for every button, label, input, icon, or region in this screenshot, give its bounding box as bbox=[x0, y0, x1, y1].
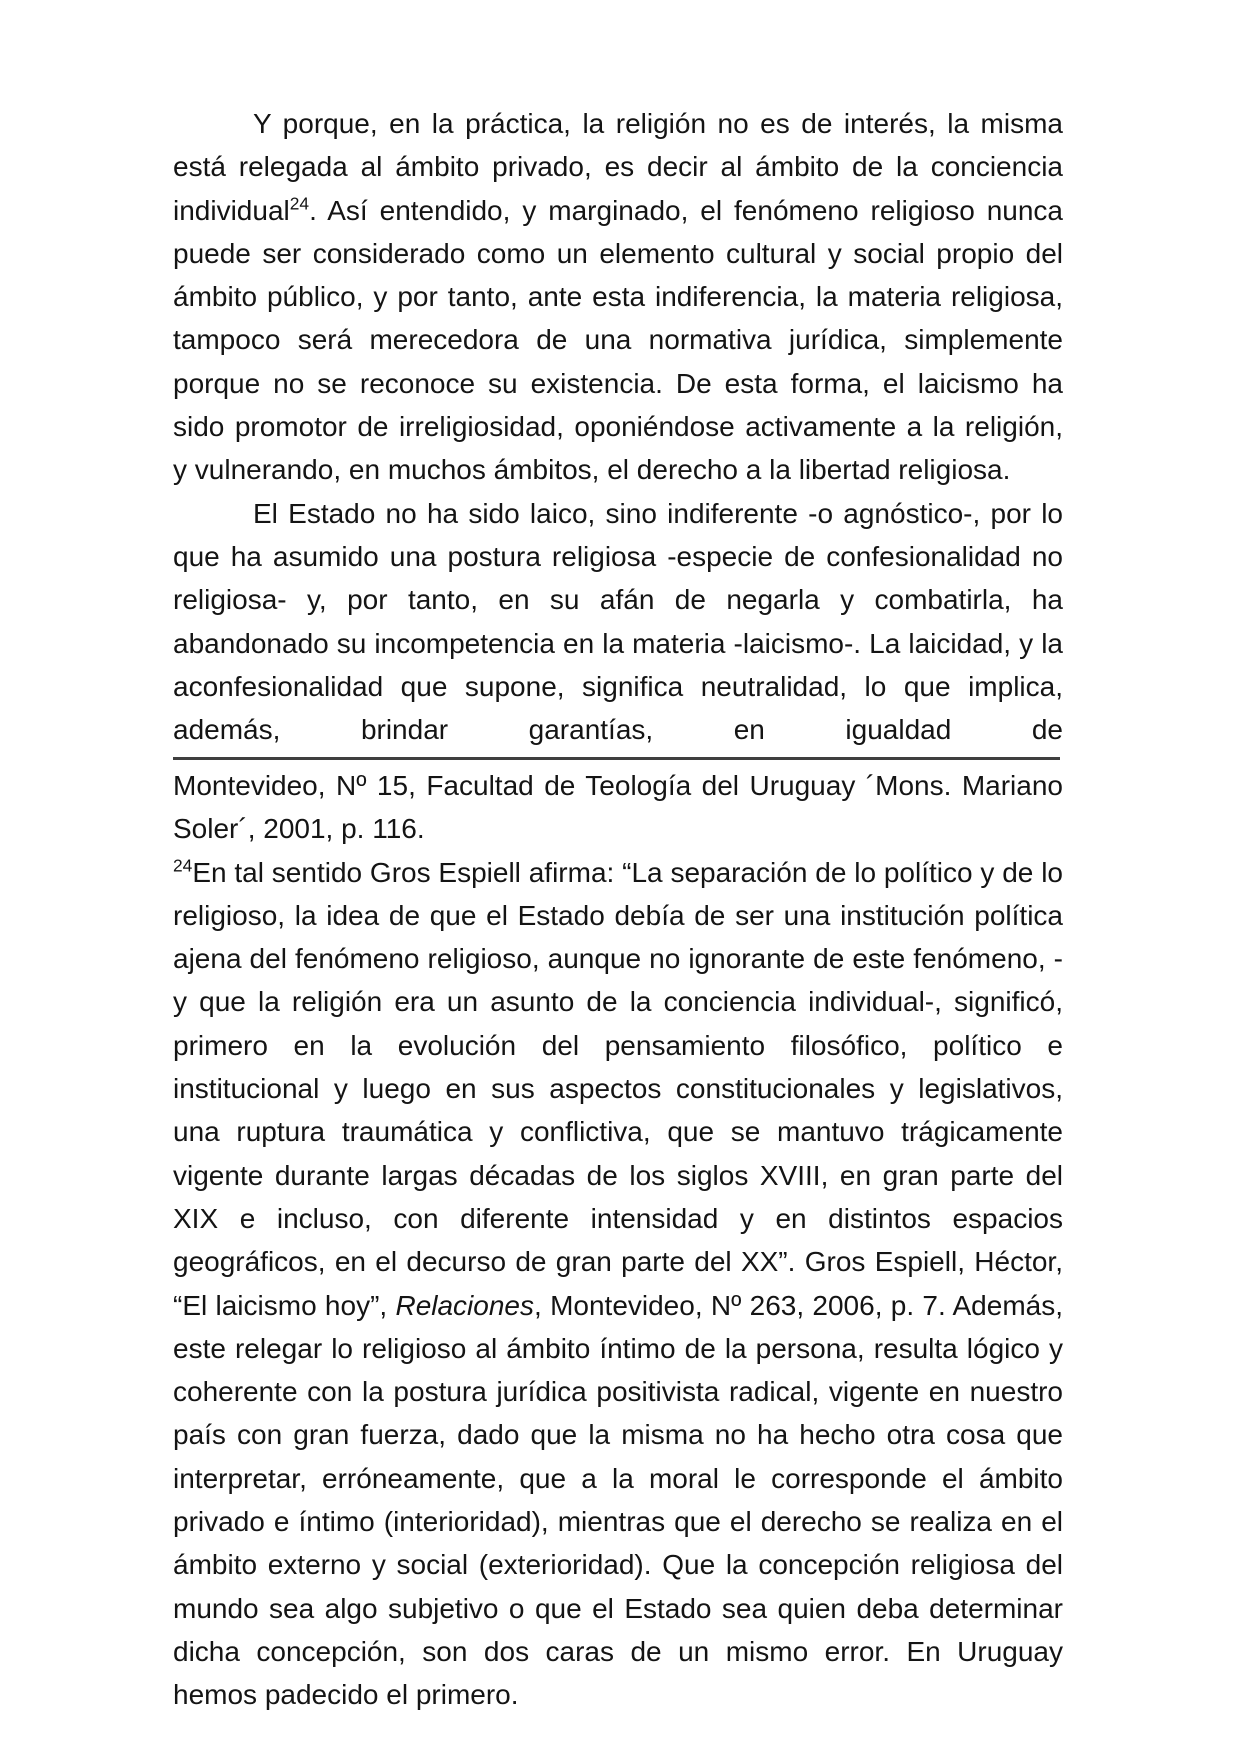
footnote-24 bbox=[173, 851, 1063, 1717]
journal-title-italic: Relaciones bbox=[395, 1289, 534, 1321]
body-paragraph-1 bbox=[173, 102, 1063, 492]
body-paragraph-2: El Estado no ha sido laico, sino indiferente -o agnóstico-, por lo que ha asumido una postura religiosa -especie de confesionalidad no religiosa- y, por tanto, en su afán de negarla y combatirla, ha abandonado su incompetencia en la materia -laicismo-. La laicidad, y la aconfesionalidad que supone, significa neutralidad, lo que implica, además, brindar garantías, en igualdad de bbox=[173, 497, 1063, 746]
footnote-24-text-part-1: En tal sentido Gros Espiell afirma: “La separación de lo político y de lo religioso, la idea de que el Estado debía de ser una institución política ajena del fenómeno religioso, aunque no ignorante de este fenómeno, -y que la religión era un asunto de la conciencia individual-, significó, primero en la evolución del pensamiento filosófico, político e institucional y luego en sus aspectos constitucionales y legislativos, una ruptura traumática y conflictiva, que se mantuvo trágicamente vigente durante largas décadas de los siglos XVIII, en gran parte del XIX e incluso, con diferente intensidad y en distintos espacios geográficos, en el decurso de gran parte del XX”. Gros Espiell, Héctor, “El laicismo hoy”, bbox=[173, 856, 1063, 1321]
paragraph-1-text-after-ref: . Así entendido, y marginado, el fenómeno religioso nunca puede ser considerado como un elemento cultural y social propio del ámbito público, y por tanto, ante esta indiferencia, la materia religiosa, tampoco será merecedora de una normativa jurídica, simplemente porque no se reconoce su existencia. De esta forma, el laicismo ha sido promotor de irreligiosidad, oponiéndose activamente a la religión, y vulnerando, en muchos ámbitos, el derecho a la libertad religiosa. bbox=[173, 194, 1063, 486]
footnote-separator-rule bbox=[173, 757, 1060, 760]
footnote-reference-24: 24 bbox=[289, 193, 310, 214]
footnote-marker-24: 24 bbox=[173, 855, 193, 876]
footnotes-section bbox=[173, 764, 1063, 1717]
body-text bbox=[173, 102, 1063, 751]
paragraph-1-text-before-ref: Y porque, en la práctica, la religión no es de interés, la misma está relegada al ámbito privado, es decir al ámbito de la conciencia individual bbox=[173, 108, 1063, 226]
footnote-continuation: Montevideo, Nº 15, Facultad de Teología del Uruguay ´Mons. Mariano Soler´, 2001, p. 116. bbox=[173, 770, 1063, 845]
footnote-24-text-part-2: , Montevideo, Nº 263, 2006, p. 7. Además, este relegar lo religioso al ámbito íntimo de la persona, resulta lógico y coherente con la postura jurídica positivista radical, vigente en nuestro país con gran fuerza, dado que la misma no ha hecho otra cosa que interpretar, erróneamente, que a la moral le corresponde el ámbito privado e íntimo (interioridad), mientras que el derecho se realiza en el ámbito externo y social (exterioridad). Que la concepción religiosa del mundo sea algo subjetivo o que el Estado sea quien deba determinar dicha concepción, son dos caras de un mismo error. En Uruguay hemos padecido el primero. bbox=[173, 1289, 1064, 1711]
